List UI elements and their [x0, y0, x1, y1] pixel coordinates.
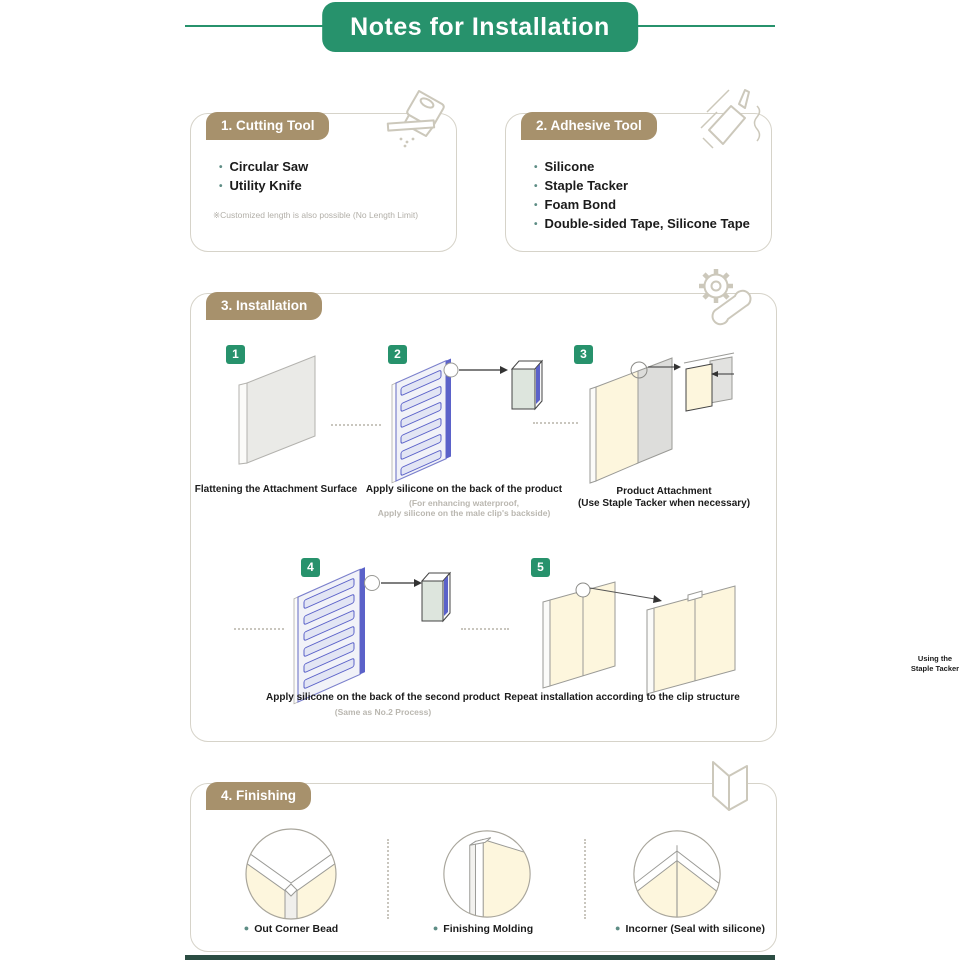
list-item: • Foam Bond: [534, 196, 750, 215]
utility-knife-icon: [376, 88, 448, 156]
step1-caption: Flattening the Attachment Surface: [194, 484, 358, 495]
step-number: 4: [301, 558, 320, 577]
step2-subcaption: (For enhancing waterproof,: [408, 498, 520, 508]
cutting-tool-list: [219, 158, 308, 196]
installation-badge: 3. Installation: [206, 292, 322, 320]
step5-caption: Repeat installation according to the clip structure: [504, 692, 740, 703]
list-item: • Circular Saw: [219, 158, 308, 177]
list-item: • Double-sided Tape, Silicone Tape: [534, 215, 750, 234]
step1-panel-diagram: [236, 351, 318, 466]
corner-molding-icon: [705, 758, 753, 818]
list-item: • Utility Knife: [219, 177, 308, 196]
step2-caption: Apply silicone on the back of the product: [365, 484, 563, 495]
installation-section: [190, 293, 960, 742]
bullet-icon: ●: [615, 923, 621, 933]
adhesive-tool-section: [505, 113, 772, 252]
step4-silicone-diagram: [286, 561, 454, 711]
dotted-separator: [331, 424, 381, 426]
step-number: 3: [574, 345, 593, 364]
step3-caption: Product Attachment: [616, 486, 712, 497]
page-title: Notes for Installation: [322, 2, 638, 52]
cutting-tool-section: [190, 113, 457, 252]
dotted-separator: [584, 839, 586, 919]
list-item: • Staple Tacker: [534, 177, 750, 196]
finishing-caption: ● Incorner (Seal with silicone): [615, 923, 765, 935]
staple-tacker-annotation: Using the Staple Tacker: [910, 654, 960, 673]
dotted-separator: [387, 839, 389, 919]
step2-subcaption: Apply silicone on the male clip's backside): [377, 508, 551, 518]
step-number: 5: [531, 558, 550, 577]
finishing-badge: 4. Finishing: [206, 782, 311, 810]
bullet-icon: ●: [243, 923, 250, 933]
finishing-section: [190, 783, 777, 952]
gear-wrench-icon: [690, 264, 758, 328]
step4-subcaption: (Same as No.2 Process): [334, 707, 432, 717]
step3-attachment-diagram: [586, 349, 736, 494]
out-corner-bead-diagram: [243, 826, 339, 922]
incorner-diagram: [631, 828, 723, 920]
step5-repeat-diagram: [539, 564, 754, 704]
step2-silicone-diagram: [384, 353, 556, 493]
cutting-tool-badge: 1. Cutting Tool: [206, 112, 329, 140]
list-item: • Silicone: [534, 158, 750, 177]
footer-bar: [185, 955, 775, 960]
step3-caption2: (Use Staple Tacker when necessary): [577, 498, 751, 509]
finishing-caption: ● Out Corner Bead: [243, 923, 339, 935]
dotted-separator: [234, 628, 284, 630]
step4-caption: Apply silicone on the back of the second product: [266, 692, 500, 703]
cutting-tool-note: ※Customized length is also possible (No Length Limit): [213, 210, 419, 220]
bullet-icon: ●: [432, 923, 439, 933]
finishing-caption: ● Finishing Molding: [432, 923, 534, 935]
finishing-molding-diagram: [441, 828, 533, 920]
step-number: 2: [388, 345, 407, 364]
dotted-separator: [461, 628, 509, 630]
adhesive-tool-list: [534, 158, 750, 234]
step-number: 1: [226, 345, 245, 364]
glue-tube-icon: [699, 86, 765, 158]
adhesive-tool-badge: 2. Adhesive Tool: [521, 112, 657, 140]
